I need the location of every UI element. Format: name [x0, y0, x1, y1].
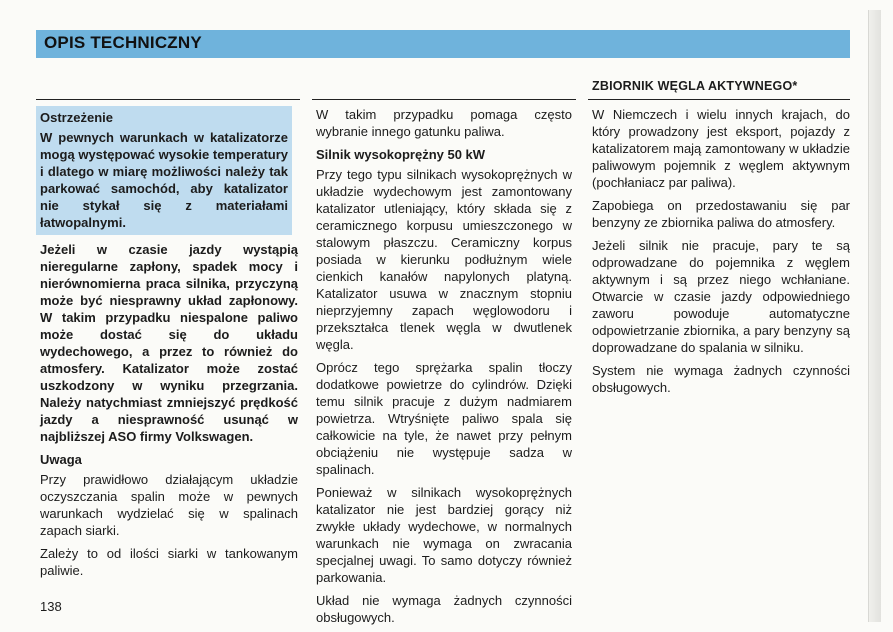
note-title: Uwaga — [40, 452, 82, 467]
divider-col3 — [588, 99, 850, 100]
divider-col2 — [312, 99, 576, 100]
diesel-paragraph-2: Oprócz tego sprężarka spalin tłoczy dodatkowe powietrze do cylindrów. Dzięki temu silnik pracuje z dużym nadmiarem powietrza. Wtryśnięte paliwo spala się całkowicie na tyle, że nawet przy pełnym obciążeniu nie występuje sadza w spalinach. — [316, 360, 572, 477]
warning-text: W pewnych warunkach w katalizatorze mogą występować wysokie temperatury i dlatego w miarę możliwości należy tak parkować samochód, aby katalizator nie stykał się z materiałami łatwopalnymi. — [40, 130, 288, 230]
section-heading: ZBIORNIK WĘGLA AKTYWNEGO* — [592, 79, 798, 93]
column-left — [40, 106, 298, 585]
diesel-heading: Silnik wysokoprężny 50 kW — [316, 147, 486, 162]
column-right — [592, 106, 850, 402]
warning-title: Ostrzeżenie — [40, 110, 113, 125]
canister-paragraph-2: Zapobiega on przedostawaniu się par benzyny ze zbiornika paliwa do atmosfery. — [592, 198, 850, 230]
note-paragraph-1: Przy prawidłowo działającym układzie oczyszczania spalin może w pewnych warunkach wydzielać się w spalinach zapach siarki. — [40, 472, 298, 538]
note-paragraph-2: Zależy to od ilości siarki w tankowanym paliwie. — [40, 546, 298, 578]
intro-paragraph: W takim przypadku pomaga często wybranie innego gatunku paliwa. — [316, 107, 572, 139]
diesel-paragraph-3: Ponieważ w silnikach wysokoprężnych katalizator nie jest bardziej gorący niż zwykłe układy wydechowe, w normalnych warunkach nie wymaga on zwracania specjalnej uwagi. To samo dotyczy również parkowania. — [316, 485, 572, 585]
page-edge — [868, 10, 881, 622]
warning-box — [36, 106, 292, 235]
page-number: 138 — [40, 599, 62, 614]
show-through — [40, 74, 240, 89]
canister-paragraph-1: W Niemczech i wielu innych krajach, do który prowadzony jest eksport, pojazdy z katalizatorem mają zamontowany w układzie paliwowym pojemnik z węglem aktywnym (pochłaniacz par paliwa). — [592, 107, 850, 190]
column-middle — [316, 106, 572, 632]
diesel-paragraph-4: Układ nie wymaga żadnych czynności obsługowych. — [316, 593, 572, 625]
diesel-paragraph-1: Przy tego typu silnikach wysokoprężnych w układzie wydechowym jest zamontowany katalizator utleniający, który składa się z ceramicznego korpusu umieszczonego w stalowym płaszczu. Ceramiczny korpus posiada w kierunku podłużnym wiele cienkich kanałów napylonych platyną. Katalizator usuwa w znacznym stopniu nieprzyjemny zapach węglowodoru i przekształca tlenek węgla w dwutlenek węgla. — [316, 167, 572, 352]
canister-paragraph-4: System nie wymaga żadnych czynności obsługowych. — [592, 363, 850, 395]
canister-paragraph-3: Jeżeli silnik nie pracuje, pary te są odprowadzane do pojemnika z węglem aktywnym i są przez niego wchłaniane. Otwarcie w czasie jazdy odpowiedniego zaworu powoduje automatyczne odpowietrzanie zbiornika, a pary benzyny są doprowadzane do spalania w silniku. — [592, 238, 850, 355]
page-title: OPIS TECHNICZNY — [44, 33, 202, 52]
warning-continued: Jeżeli w czasie jazdy wystąpią nieregularne zapłony, spadek mocy i nierównomierna praca silnika, przyczyną może być niesprawny układ zapłonowy. W takim przypadku niespalone paliwo może dostać się do układu wydechowego, a przez to również do atmosfery. Katalizator może zostać uszkodzony w wyniku przegrzania. Należy natychmiast zmniejszyć prędkość jazdy a niesprawność usunąć w najbliższej ASO firmy Volkswagen. — [40, 242, 298, 444]
divider-col1 — [36, 99, 300, 100]
